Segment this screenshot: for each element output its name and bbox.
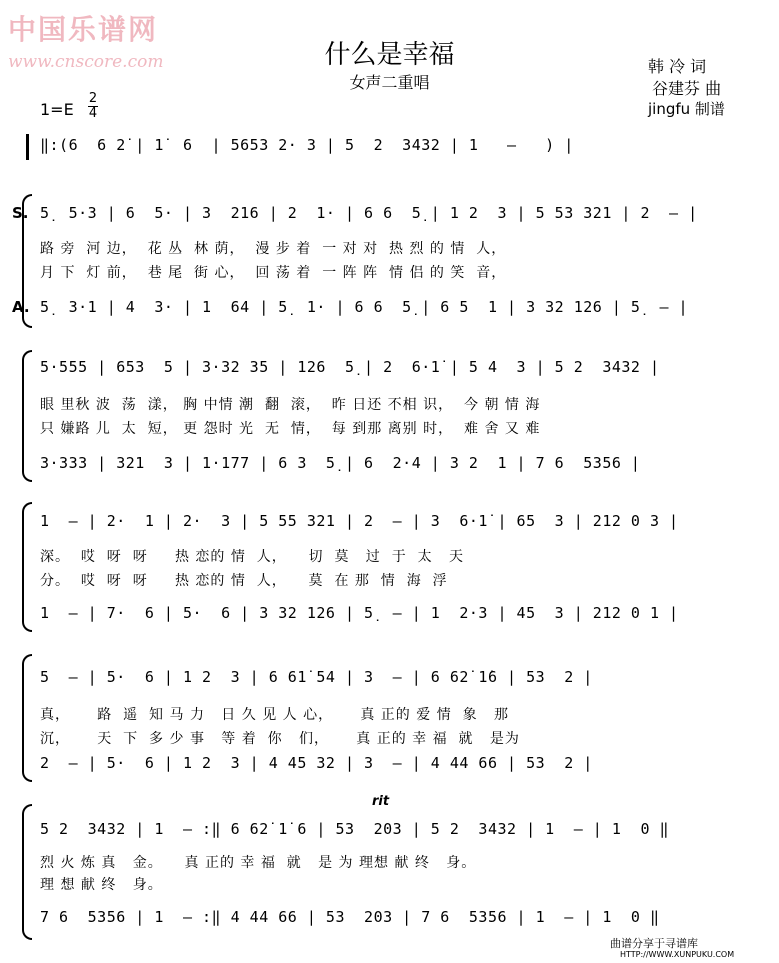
alto-label: A. xyxy=(12,298,30,316)
key-signature: 1=E xyxy=(40,100,74,119)
lyrics-verse-1: 路 旁 河 边， 花 丛 林 荫， 漫 步 着 一 对 对 热 烈 的 情 人， xyxy=(40,241,507,257)
system-brace xyxy=(22,502,32,632)
song-subtitle: 女声二重唱 xyxy=(349,73,430,92)
watermark-logo: 中国乐谱网 xyxy=(8,13,159,46)
soprano-notes: 5 2 3432 | 1 – :‖ 6 62̇ 1̇ 6 | 53 203 | 5 2 3432 | 1 – | 1 0 ‖ xyxy=(40,820,670,838)
lyrics-verse-2: 理 想 献 终 身。 xyxy=(40,877,163,893)
lyrics-verse-1: 真， 路 遥 知 马 力 日 久 见 人 心， 真 正的 爱 情 象 那 xyxy=(40,707,509,723)
alto-notes: 2 – | 5· 6 | 1 2 3 | 4 45 32 | 3 – | 4 44 66 | 53 2 | xyxy=(40,754,593,772)
system-brace xyxy=(22,804,32,940)
time-bottom: 4 xyxy=(88,106,98,121)
time-top: 2 xyxy=(88,91,98,106)
system-2 xyxy=(22,350,758,480)
alto-notes: 3·333 | 321 3 | 1·177 | 6 3 5̣ | 6 2·4 | 3 2 1 | 7 6 5356 | xyxy=(40,454,641,472)
watermark-url: www.cnscore.com xyxy=(8,52,164,72)
alto-notes: 5̣ 3·1 | 4 3· | 1 64 | 5̣ 1· | 6 6 5̣ | 6 5 1 | 3 32 126 | 5̣ – | xyxy=(40,298,689,316)
intro-notes: ‖:(6 6 2̇ | 1̇ 6 | 5653 2· 3 | 5 2 3432 | 1 – ) | xyxy=(40,136,574,154)
system-brace xyxy=(22,654,32,782)
start-bar xyxy=(26,134,29,160)
alto-notes: 1 – | 7· 6 | 5· 6 | 3 32 126 | 5̣ – | 1 2·3 | 45 3 | 212 0 1 | xyxy=(40,604,679,622)
composer-credit: 谷建芬 曲 xyxy=(652,79,722,98)
system-3 xyxy=(22,502,758,630)
lyrics-verse-1: 深。 哎 呀 呀 热 恋的 情 人， 切 莫 过 于 太 天 xyxy=(40,549,464,565)
lyrics-verse-2: 月 下 灯 前， 巷 尾 街 心， 回 荡 着 一 阵 阵 情 侣 的 笑 音， xyxy=(40,265,507,281)
footer-share-text: 曲谱分享于寻谱库 xyxy=(610,937,698,950)
lyrics-verse-2: 分。 哎 呀 呀 热 恋的 情 人， 莫 在 那 情 海 浮 xyxy=(40,573,448,589)
lyrics-verse-2: 只 嫌路 儿 太 短， 更 怨时 光 无 情， 每 到那 离别 时， 难 舍 又 难 xyxy=(40,421,541,437)
system-5 xyxy=(22,794,758,938)
soprano-notes: 5·555 | 653 5 | 3·32 35 | 126 5̣ | 2 6·1̇ | 5 4 3 | 5 2 3432 | xyxy=(40,358,660,376)
soprano-notes: 5 – | 5· 6 | 1 2 3 | 6 61̇ 54 | 3 – | 6 62̇ 1̇6 | 53 2 | xyxy=(40,668,593,686)
lyrics-verse-2: 沉， 天 下 多 少 事 等 着 你 们， 真 正的 幸 福 就 是为 xyxy=(40,731,520,747)
system-brace xyxy=(22,350,32,482)
alto-notes: 7 6 5356 | 1 – :‖ 4 44 66 | 53 203 | 7 6 5356 | 1 – | 1 0 ‖ xyxy=(40,908,660,926)
song-title: 什么是幸福 xyxy=(324,40,455,70)
lyrics-verse-1: 眼 里秋 波 荡 漾， 胸 中情 潮 翻 滚， 昨 日还 不相 识， 今 朝 情 海 xyxy=(40,397,541,413)
rit-marking: rit xyxy=(372,794,390,809)
soprano-notes: 5̣ 5·3 | 6 5· | 3 216 | 2 1· | 6 6 5̣ | 1 2 3 | 5 53 321 | 2 – | xyxy=(40,204,698,222)
footer-url[interactable]: HTTP://WWW.XUNPUKU.COM xyxy=(620,950,735,959)
soprano-notes: 1 – | 2· 1 | 2· 3 | 5 55 321 | 2 – | 3 6·1̇ | 65 3 | 212 0 3 | xyxy=(40,512,679,530)
lyrics-verse-1: 烈 火 炼 真 金。 真 正的 幸 福 就 是 为 理想 献 终 身。 xyxy=(40,855,477,871)
system-4 xyxy=(22,654,758,782)
engraver-credit: jingfu 制谱 xyxy=(648,100,725,118)
system-1 xyxy=(12,194,758,328)
lyricist-credit: 韩 冷 词 xyxy=(648,57,707,76)
time-signature xyxy=(88,92,98,121)
system-intro xyxy=(22,132,758,162)
soprano-label: S. xyxy=(12,204,29,222)
